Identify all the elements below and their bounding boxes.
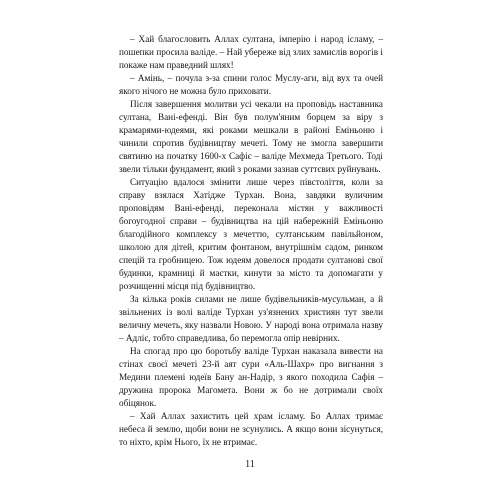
paragraph: – Хай благословить Аллах султана, імперію і народ ісламу, – пошепки просила валіде. – Най убереже від злих замислів ворогів і покаже нам праведний шлях! [119, 34, 383, 70]
paragraph: – Амінь, – почула з-за спини голос Муслу-аги, від вух та очей якого нічого не можна було приховати. [119, 73, 383, 96]
page-number: 11 [245, 459, 255, 470]
text-body [119, 33, 383, 449]
paragraph: За кілька років силами не лише будівельників-мусульман, а й звільнених із волі валіде Турхан уз'язнених християн тут звели величну мечеть, яку назвали Новою. У народі вона отримала назву – Адліє, тобто справедлива, бо перемогла опір невірних. [119, 294, 383, 343]
paragraph: Після завершення молитви усі чекали на проповідь наставника султана, Вані-ефенді. Він був полум'яним борцем за віру з крамарями-юдеями, які роками мешкали в районі Еміньоню і чинили спротив будівництву мечеті. Тому не змогла завершити святиню на початку 1600-х Сафіє – валіде Мехмеда Третього. Тоді звели тільки фундамент, який з роками зазнав суттєвих руйнувань. [119, 99, 383, 174]
paragraph: Ситуацію вдалося змінити лише через півстоліття, коли за справу взялася Хатідже Турхан. Вона, завдяки вуличним проповідям Вані-ефенді, переконала містян у важливості богоугодної справи – будівництва на цій набережній Еміньоню благодійного комплексу з мечеттю, султанським павільйоном, школою для дітей, критим фонтаном, внутрішнім садом, ринком спецій та гробницею. Тож юдеям довелося продати султанові свої будинки, крамниці й маєтки, кинути за місто та допомагати у розчищенні місця під будівництво. [119, 177, 383, 291]
paragraph: – Хай Аллах захистить цей храм ісламу. Бо Аллах тримає небеса й землю, щоби вони не зсунулись. А якщо вони зісунуться, то ніхто, крім Нього, їх не втримає. [119, 411, 383, 447]
paragraph: На спогад про цю боротьбу валіде Турхан наказала вивести на стінах своєї мечеті 23-й аят сури «Аль-Шахр» про вигнання з Медини племені юдеїв Бану ан-Надір, з якого походила Сафія – дружина пророка Магомета. Вони ж бо не дотримали своїх обіцянок. [119, 346, 383, 408]
